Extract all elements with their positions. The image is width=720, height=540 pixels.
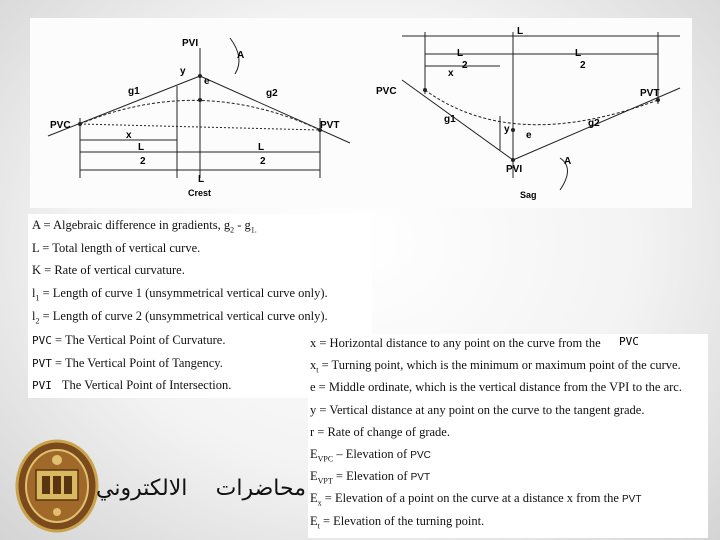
logo-emblem-icon [14, 438, 100, 534]
def-l1-text: = Length of curve 1 (unsymmetrical vertical curve only). [39, 286, 328, 300]
sag-e-label: e [526, 130, 532, 141]
def-ex-text: = Elevation of a point on the curve at a distance x from the [321, 491, 619, 505]
university-logo [14, 438, 100, 534]
def-ex [310, 491, 641, 508]
sag-a-label: A [564, 156, 572, 167]
def-l2-pre: l [32, 309, 36, 323]
def-et-text: = Elevation of the turning point. [319, 514, 485, 528]
crest-half-l-label-2: L [258, 142, 265, 153]
crest-two-label-2: 2 [260, 156, 266, 167]
def-evpt-text: = Elevation of [332, 469, 408, 483]
crest-g1-label: g1 [128, 86, 140, 97]
def-r: r = Rate of change of grade. [310, 425, 450, 439]
def-evpc [310, 447, 431, 464]
sag-half-l-label-2: L [575, 48, 582, 59]
def-evpt-sub: VPT [317, 476, 333, 486]
def-l2-sub: 2 [35, 316, 40, 326]
def-evpt-pre: E [310, 469, 318, 483]
crest-tangent-g2 [200, 76, 350, 143]
def-xt-sub: t [316, 365, 319, 375]
def-l2 [32, 309, 328, 326]
def-x: x = Horizontal distance to any point on the curve from the [310, 336, 601, 350]
sag-pvc-label: PVC [376, 86, 397, 97]
def-pvc-text: = The Vertical Point of Curvature. [51, 333, 226, 347]
def-l1-sub: 1 [35, 293, 40, 303]
crest-e-label: e [204, 76, 210, 87]
sag-pvt-label: PVT [640, 88, 660, 99]
def-evpc-pre: E [310, 447, 318, 461]
sag-curve [425, 90, 658, 125]
crest-pvt-label: PVT [320, 120, 340, 131]
def-xt [310, 358, 681, 375]
def-ex-tag: PVT [622, 494, 642, 505]
sag-g1-label: g1 [444, 114, 456, 125]
def-ex-pre: E [310, 491, 318, 505]
def-a-text: A = Algebraic difference in gradients, g [32, 218, 231, 232]
def-x-tag: PVC [619, 335, 639, 348]
sag-mid-point [511, 128, 515, 132]
sag-tangent-g1 [402, 80, 513, 160]
sag-caption: Sag [520, 190, 537, 200]
def-a-mid: - g [234, 218, 251, 232]
def-l1-pre: l [32, 286, 36, 300]
def-evpc-text: – Elevation of [333, 447, 408, 461]
sag-pvc-point [423, 88, 427, 92]
sag-y-label: y [504, 124, 510, 135]
crest-pvc-label: PVC [50, 120, 71, 131]
def-e: e = Middle ordinate, which is the vertical distance from the VPI to the arc. [310, 380, 682, 394]
sag-g2-label: g2 [588, 118, 600, 129]
def-et-pre: E [310, 514, 318, 528]
sag-x-label: x [448, 68, 454, 79]
crest-pvc-point [78, 122, 82, 126]
crest-g2-label: g2 [266, 88, 278, 99]
sag-half-l-label-1: L [457, 48, 464, 59]
def-a-sub2: 2 [230, 225, 235, 235]
diagram-svg [30, 18, 692, 208]
crest-two-label-1: 2 [140, 156, 146, 167]
crest-half-l-label-1: L [138, 142, 145, 153]
def-a-sub1: 1. [250, 225, 257, 235]
def-k: K = Rate of vertical curvature. [32, 263, 185, 277]
crest-mid-point [198, 98, 202, 102]
def-l2-text: = Length of curve 2 (unsymmetrical vertical curve only). [39, 309, 328, 323]
def-xt-text: = Turning point, which is the minimum or maximum point of the curve. [318, 358, 681, 372]
definitions-right [308, 334, 708, 538]
def-pvt [32, 356, 223, 371]
def-a [32, 218, 257, 235]
def-pvt-text: = The Vertical Point of Tangency. [51, 356, 223, 370]
def-evpc-tag: PVC [410, 450, 431, 461]
def-evpc-sub: VPC [317, 454, 334, 464]
sag-l-label: L [517, 26, 524, 37]
sag-two-label-2: 2 [580, 60, 586, 71]
crest-pvi-point [198, 74, 202, 78]
def-evpt-tag: PVT [410, 472, 431, 483]
def-pvi-tag: PVI [32, 379, 52, 392]
crest-x-label: x [126, 130, 132, 141]
def-ex-sub: x [317, 498, 322, 508]
sag-pvi-point [511, 158, 515, 162]
def-et [310, 514, 484, 531]
def-pvc [32, 333, 225, 348]
crest-pvi-label: PVI [182, 38, 199, 49]
footer-arabic-electronic: الالكتروني [96, 476, 188, 501]
def-et-sub: t [317, 521, 320, 531]
def-l1 [32, 286, 328, 303]
sag-two-label-1: 2 [462, 60, 468, 71]
crest-l-label: L [198, 174, 205, 185]
sag-pvi-label: PVI [506, 164, 523, 175]
crest-y-label: y [180, 66, 186, 77]
def-y: y = Vertical distance at any point on the curve to the tangent grade. [310, 403, 645, 417]
def-evpt [310, 469, 430, 486]
def-l: L = Total length of vertical curve. [32, 241, 201, 255]
vertical-curve-diagram [30, 18, 692, 208]
def-xt-pre: x [310, 358, 317, 372]
def-pvt-tag: PVT [32, 357, 52, 370]
footer-arabic-lectures: محاضرات [215, 476, 306, 501]
crest-caption: Crest [188, 188, 212, 198]
def-pvi [32, 378, 231, 393]
def-pvc-tag: PVC [32, 334, 52, 347]
def-pvi-text: The Vertical Point of Intersection. [61, 378, 232, 392]
crest-a-label: A [237, 50, 245, 61]
